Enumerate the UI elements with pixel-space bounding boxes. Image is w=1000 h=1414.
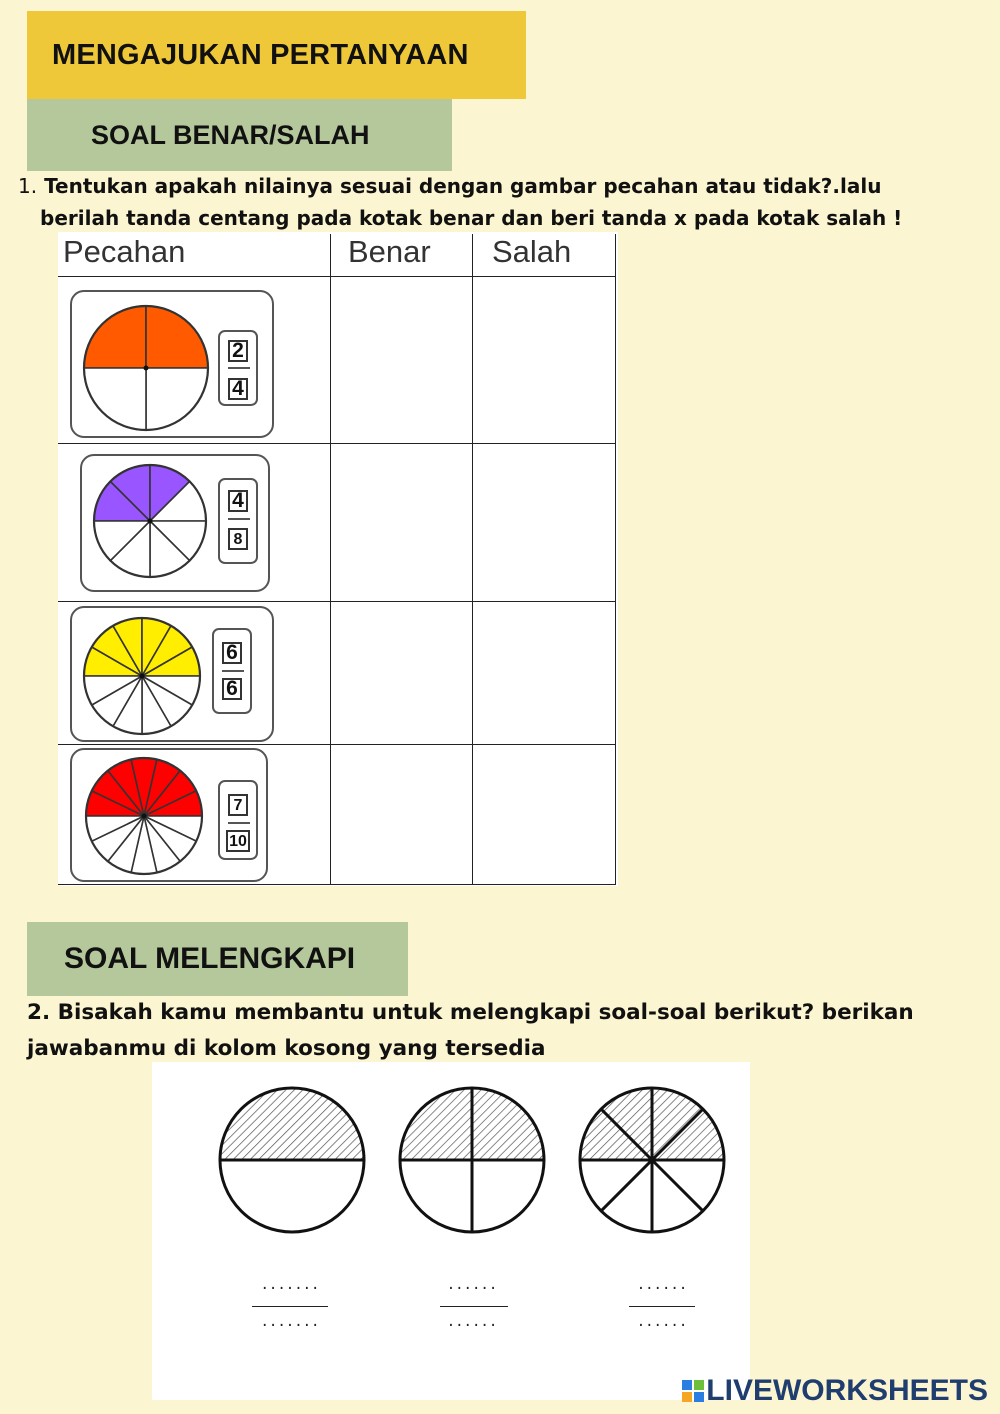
answer-cell-benar-4[interactable] <box>332 746 471 883</box>
table-divider <box>58 276 616 277</box>
table-header-true: Benar <box>348 234 431 269</box>
numerator: 2 <box>228 340 248 362</box>
denominator: 8 <box>228 528 248 550</box>
table-divider <box>615 234 616 885</box>
question-1-instruction <box>18 170 978 234</box>
fill-in-fraction-figures <box>152 1062 750 1400</box>
numerator: 7 <box>228 794 248 816</box>
question-1-line-2: berilah tanda centang pada kotak benar dan beri tanda x pada kotak salah ! <box>40 206 903 230</box>
table-divider <box>58 601 616 602</box>
numerator-blank-3[interactable]: ...... <box>636 1277 688 1293</box>
answer-cell-benar-3[interactable] <box>332 603 471 743</box>
fraction-label-2 <box>218 478 258 564</box>
pie-center <box>142 814 147 819</box>
table-divider <box>58 884 616 885</box>
fraction-card-3 <box>70 606 274 742</box>
table-divider <box>58 744 616 745</box>
denominator-blank-3[interactable]: ...... <box>636 1314 688 1330</box>
liveworksheets-logo-icon <box>682 1380 704 1402</box>
circle-divider <box>652 1160 703 1211</box>
fraction-label-1 <box>218 330 258 406</box>
answer-cell-salah-3[interactable] <box>474 603 614 743</box>
question-2-line-2: jawabanmu di kolom kosong yang tersedia <box>27 1036 546 1061</box>
fraction-card-4 <box>70 748 268 882</box>
table-divider <box>472 234 473 885</box>
fraction-label-3 <box>212 628 252 714</box>
table-header-false: Salah <box>492 234 572 269</box>
table-divider <box>330 234 331 885</box>
page-title: MENGAJUKAN PERTANYAAN <box>27 11 526 99</box>
fraction-label-4 <box>218 780 258 860</box>
circle-divider <box>601 1160 652 1211</box>
fraction-card-1 <box>70 290 274 438</box>
denominator: 6 <box>222 678 242 700</box>
answer-cell-salah-1[interactable] <box>474 278 614 442</box>
denominator: 4 <box>228 378 248 400</box>
hatched-circles <box>152 1062 750 1262</box>
answer-cell-benar-1[interactable] <box>332 278 471 442</box>
table-divider <box>58 443 616 444</box>
logo-text: LIVEWORKSHEETS <box>706 1374 988 1407</box>
numerator-blank-1[interactable]: ....... <box>260 1277 320 1293</box>
liveworksheets-logo <box>682 1374 988 1408</box>
denominator-blank-2[interactable]: ...... <box>446 1314 498 1330</box>
fraction-table <box>58 232 618 886</box>
fraction-bar <box>629 1306 695 1307</box>
denominator: 10 <box>226 830 250 852</box>
table-header-fraction: Pecahan <box>63 234 186 269</box>
numerator-blank-2[interactable]: ...... <box>446 1277 498 1293</box>
hatched-half <box>220 1088 364 1160</box>
fraction-bar <box>440 1306 508 1307</box>
numerator: 4 <box>228 490 248 512</box>
question-2-instruction <box>27 995 977 1067</box>
question-1-number: 1. <box>18 174 38 198</box>
answer-cell-salah-2[interactable] <box>474 445 614 600</box>
question-1-line-1: Tentukan apakah nilainya sesuai dengan gambar pecahan atau tidak?.lalu <box>44 174 882 198</box>
pie-center <box>140 674 145 679</box>
section-heading-true-false: SOAL BENAR/SALAH <box>27 99 452 171</box>
answer-cell-salah-4[interactable] <box>474 746 614 883</box>
fraction-bar <box>252 1306 328 1307</box>
numerator: 6 <box>222 642 242 664</box>
answer-cell-benar-2[interactable] <box>332 445 471 600</box>
question-2-line-1: 2. Bisakah kamu membantu untuk melengkapi soal-soal berikut? berikan <box>27 1000 914 1025</box>
pie-center <box>148 519 153 524</box>
fraction-card-2 <box>80 454 270 592</box>
denominator-blank-1[interactable]: ....... <box>260 1314 320 1330</box>
section-heading-fill-in: SOAL MELENGKAPI <box>27 922 408 996</box>
pie-center <box>144 366 149 371</box>
